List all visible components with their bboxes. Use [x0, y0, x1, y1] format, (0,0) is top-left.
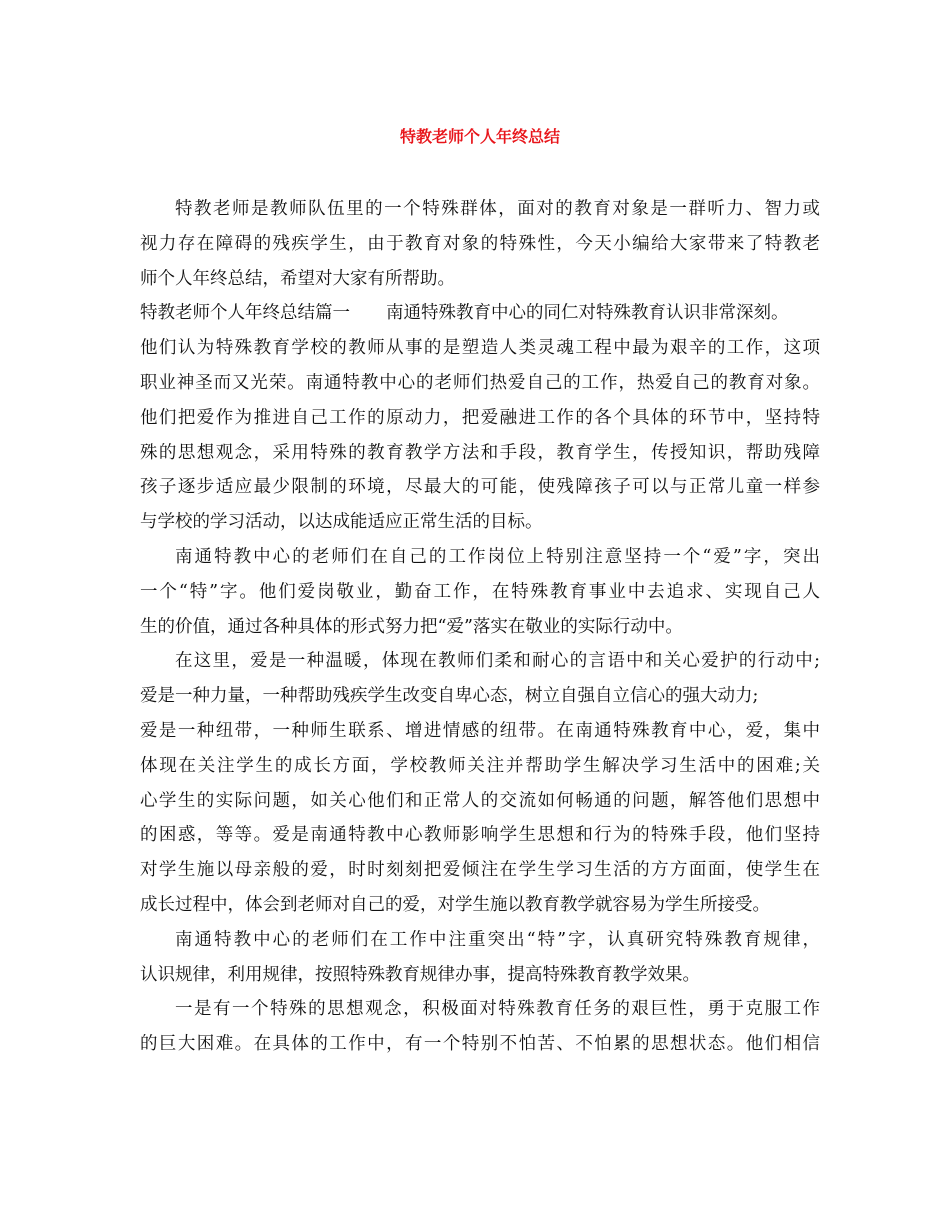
- text-line: 他们把爱作为推进自己工作的原动力，把爱融进工作的各个具体的环节中，坚持特: [140, 407, 820, 428]
- section-heading: 特教老师个人年终总结篇一: [140, 303, 350, 324]
- text-line: 对学生施以母亲般的爱，时时刻刻把爱倾注在学生学习生活的方方面面，使学生在: [140, 860, 820, 881]
- text-line: 心学生的实际问题，如关心他们和正常人的交流如何畅通的问题，解答他们思想中: [140, 790, 820, 811]
- text-line: 爱是一种力量，一种帮助残疾学生改变自卑心态，树立自强自立信心的强大动力;: [140, 686, 759, 707]
- text-line: 与学校的学习活动，以达成能适应正常生活的目标。: [140, 512, 543, 533]
- text-line: 的困惑，等等。爱是南通特教中心教师影响学生思想和行为的特殊手段，他们坚持: [140, 825, 820, 846]
- document-body: [140, 192, 820, 1062]
- text-line: 一是有一个特殊的思想观念，积极面对特殊教育任务的艰巨性，勇于克服工作: [175, 999, 820, 1020]
- text-line: 职业神圣而又光荣。南通特教中心的老师们热爱自己的工作，热爱自己的教育对象。: [140, 372, 820, 393]
- text-line: 殊的思想观念，采用特殊的教育教学方法和手段，教育学生，传授知识，帮助残障: [140, 442, 820, 463]
- text-line: 师个人年终总结，希望对大家有所帮助。: [140, 268, 455, 289]
- text-line: 孩子逐步适应最少限制的环境，尽最大的可能，使残障孩子可以与正常儿童一样参: [140, 477, 820, 498]
- text-line: 认识规律，利用规律，按照特殊教育规律办事，提高特殊教育教学效果。: [140, 964, 700, 985]
- document-page: [140, 0, 820, 1230]
- text-line: 一个“特”字。他们爱岗敬业，勤奋工作，在特殊教育事业中去追求、实现自己人: [140, 581, 820, 602]
- text-line: 成长过程中，体会到老师对自己的爱，对学生施以教育教学就容易为学生所接受。: [140, 894, 770, 915]
- text-line: 的巨大困难。在具体的工作中，有一个特别不怕苦、不怕累的思想状态。他们相信: [140, 1034, 820, 1055]
- text-line: 他们认为特殊教育学校的教师从事的是塑造人类灵魂工程中最为艰辛的工作，这项: [140, 338, 820, 359]
- text-line: [140, 296, 820, 331]
- text-line: 生的价值，通过各种具体的形式努力把“爱”落实在敬业的实际行动中。: [140, 616, 683, 637]
- text-line: 南通特教中心的老师们在自己的工作岗位上特别注意坚持一个“爱”字，突出: [175, 546, 820, 567]
- section-text: 南通特殊教育中心的同仁对特殊教育认识非常深刻。: [386, 303, 789, 324]
- text-line: 视力存在障碍的残疾学生，由于教育对象的特殊性，今天小编给大家带来了特教老: [140, 233, 820, 254]
- text-line: 爱是一种纽带，一种师生联系、增进情感的纽带。在南通特殊教育中心，爱，集中: [140, 720, 820, 741]
- text-line: 体现在关注学生的成长方面，学校教师关注并帮助学生解决学习生活中的困难;关: [140, 755, 820, 776]
- document-title: 特教老师个人年终总结: [399, 127, 560, 146]
- text-line: 特教老师是教师队伍里的一个特殊群体，面对的教育对象是一群听力、智力或: [175, 199, 820, 219]
- text-line: 南通特教中心的老师们在工作中注重突出“特”字，认真研究特殊教育规律，: [175, 929, 820, 950]
- text-line: 在这里，爱是一种温暖，体现在教师们柔和耐心的言语中和关心爱护的行动中;: [175, 651, 820, 672]
